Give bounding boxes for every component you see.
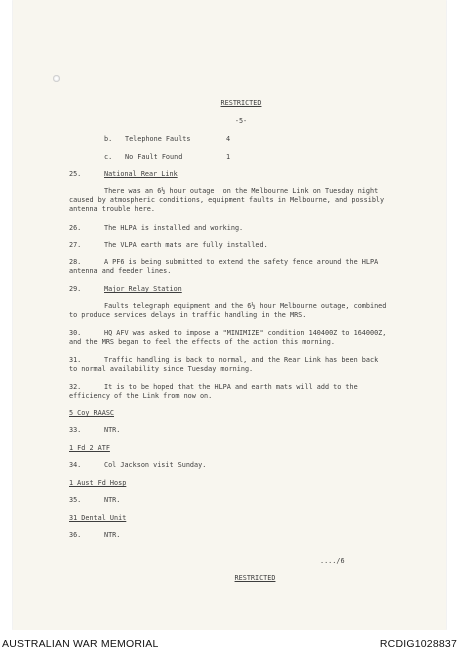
para-36-number: 36. [69, 531, 82, 539]
header-classification: RESTRICTED [220, 99, 262, 107]
para-33-text: NTR. [104, 426, 121, 434]
para-35-number: 35. [69, 496, 82, 504]
para-28-number: 28. [69, 258, 82, 266]
para-30-continuation: and the MRS began to feel the effects of the action this morning. [69, 338, 335, 346]
para-33-number: 33. [69, 426, 82, 434]
para-28-text: A PF6 is being submitted to extend the safety fence around the HLPA [104, 258, 379, 266]
para-34-text: Col Jackson visit Sunday. [104, 461, 207, 469]
para-32-continuation: efficiency of the Link from now on. [69, 392, 213, 400]
document-page [13, 0, 446, 630]
archive-reference: RCDIG1028837 [379, 638, 457, 650]
para-25-line-3: antenna trouble here. [69, 205, 155, 213]
para-29-heading: Major Relay Station [104, 285, 182, 293]
para-25-number: 25. [69, 170, 82, 178]
para-31-number: 31. [69, 356, 82, 364]
para-31-text: Traffic handling is back to normal, and the Rear Link has been back [104, 356, 379, 364]
section-heading-1-fd: 1 Fd 2 ATF [69, 444, 110, 452]
para-25-line-1: There was an 6½ hour outage on the Melbourne Link on Tuesday night [104, 187, 379, 195]
archive-footer [0, 630, 459, 654]
archive-name: AUSTRALIAN WAR MEMORIAL [2, 638, 159, 650]
para-34-number: 34. [69, 461, 82, 469]
section-heading-5-coy: 5 Coy RAASC [69, 409, 115, 417]
para-29-number: 29. [69, 285, 82, 293]
item-c-text: No Fault Found [125, 153, 183, 161]
item-b-text: Telephone Faults [125, 135, 191, 143]
para-29-line-1: Faults telegraph equipment and the 6½ hour Melbourne outage, combined [104, 302, 387, 310]
para-27-number: 27. [69, 241, 82, 249]
para-26-number: 26. [69, 224, 82, 232]
section-heading-aust-fd-hosp: 1 Aust Fd Hosp [69, 479, 127, 487]
para-27-text: The VLPA earth mats are fully installed. [104, 241, 268, 249]
item-c-count: 1 [226, 153, 231, 161]
para-30-text: HQ AFV was asked to impose a "MINIMIZE" condition 140400Z to 164000Z, [104, 329, 387, 337]
para-35-text: NTR. [104, 496, 121, 504]
footer-classification: RESTRICTED [234, 574, 276, 582]
item-c-label: c. [104, 153, 113, 161]
page-number: -5- [234, 117, 248, 125]
punch-hole [53, 75, 60, 82]
para-26-text: The HLPA is installed and working. [104, 224, 244, 232]
para-32-number: 32. [69, 383, 82, 391]
para-30-number: 30. [69, 329, 82, 337]
section-heading-dental-unit: 31 Dental Unit [69, 514, 127, 522]
item-b-count: 4 [226, 135, 231, 143]
continuation-marker: ..../6 [320, 557, 345, 565]
para-25-line-2: caused by atmospheric conditions, equipment faults in Melbourne, and possibly [69, 196, 385, 204]
para-25-heading: National Rear Link [104, 170, 178, 178]
para-36-text: NTR. [104, 531, 121, 539]
item-b-label: b. [104, 135, 113, 143]
para-31-continuation: to normal availability since Tuesday morning. [69, 365, 254, 373]
para-32-text: It is to be hoped that the HLPA and earth mats will add to the [104, 383, 358, 391]
para-29-line-2: to produce services delays in traffic handling in the MRS. [69, 311, 307, 319]
para-28-continuation: antenna and feeder lines. [69, 267, 172, 275]
